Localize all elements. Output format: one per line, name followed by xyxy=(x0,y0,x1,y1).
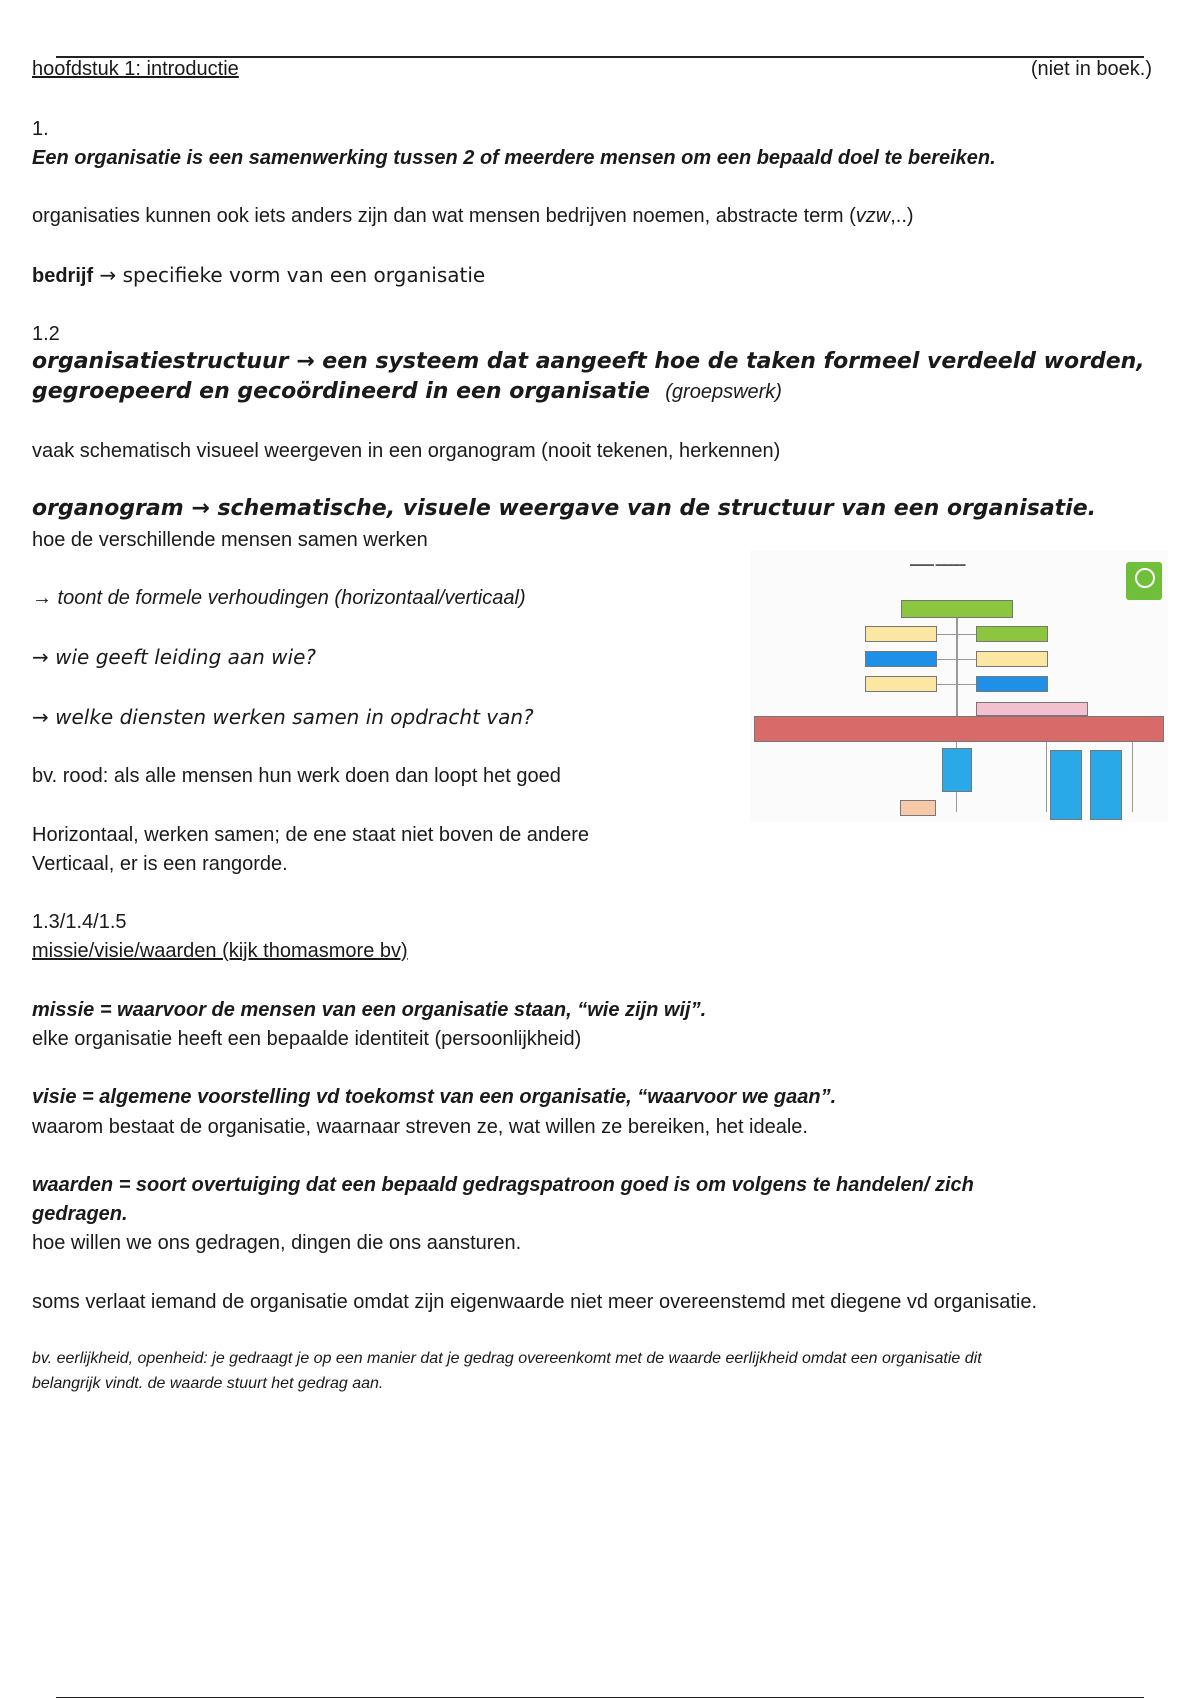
org-branch-line-3 xyxy=(936,684,976,685)
structuur-definition-line2 xyxy=(32,377,782,407)
org-box-sub-3 xyxy=(1050,750,1082,820)
section-13-number: 1.3/1.4/1.5 xyxy=(32,911,127,933)
visie-definition: visie = algemene voorstelling vd toekomst van een organisatie, “waarvoor we gaan”. xyxy=(32,1086,837,1108)
waarden-definition-line1: waarden = soort overtuiging dat een bepaald gedragspatroon goed is om volgens te handelen/ zich xyxy=(32,1174,974,1196)
organogram-definition: organogram → schematische, visuele weergave van de structuur van een organisatie. xyxy=(32,496,1097,521)
org-box-staff-2 xyxy=(976,626,1048,642)
example-rood: bv. rood: als alle mensen hun werk doen dan loopt het goed xyxy=(32,765,561,787)
organisatie-paragraph-em: vzw xyxy=(855,205,891,227)
visie-paragraph: waarom bestaat de organisatie, waarnaar streven ze, wat willen ze bereiken, het ideale. xyxy=(32,1116,808,1138)
horizontal-text: Horizontaal, werken samen; de ene staat niet boven de andere xyxy=(32,824,590,846)
vertical-text: Verticaal, er is een rangorde. xyxy=(32,853,288,875)
bedrijf-text: → specifieke vorm van een organisatie xyxy=(93,263,486,287)
org-box-staff-4 xyxy=(976,651,1048,667)
organisatie-paragraph-b: ,..) xyxy=(890,205,914,227)
org-branch-line-1 xyxy=(936,634,976,635)
section-1-number: 1. xyxy=(32,118,49,140)
waarden-paragraph: hoe willen we ons gedragen, dingen die ons aansturen. xyxy=(32,1232,522,1254)
chapter-note: (niet in boek.) xyxy=(1030,58,1152,80)
org-box-staff-5 xyxy=(865,676,937,692)
organogram-title-mark: ▬▬▬▬ ▬▬▬▬▬ xyxy=(910,562,966,568)
org-trunk-line xyxy=(956,614,958,726)
soms-paragraph: soms verlaat iemand de organisatie omdat zijn eigenwaarde niet meer overeenstemd met diegene vd organisatie. xyxy=(32,1291,1038,1313)
org-box-staff-1 xyxy=(865,626,937,642)
bedrijf-term: bedrijf xyxy=(32,265,94,287)
org-box-pink xyxy=(976,702,1088,716)
organogram-paragraph: hoe de verschillende mensen samen werken xyxy=(32,529,428,551)
organogram-image xyxy=(750,550,1168,822)
bullet-diensten: → welke diensten werken samen in opdracht van? xyxy=(32,705,534,729)
org-box-top xyxy=(901,600,1013,618)
organisatie-paragraph-a: organisaties kunnen ook iets anders zijn dan wat mensen bedrijven noemen, abstracte term ( xyxy=(32,205,856,227)
example-line2: belangrijk vindt. de waarde stuurt het gedrag aan. xyxy=(32,1375,384,1392)
bullet-formele-verhoudingen: → toont de formele verhoudingen (horizontaal/verticaal) xyxy=(32,587,526,609)
org-branch-line-2 xyxy=(936,659,976,660)
structuur-definition-note: (groepswerk) xyxy=(665,381,782,403)
chapter-title: hoofdstuk 1: introductie xyxy=(32,58,239,80)
structuur-definition-line2-text: gegroepeerd en gecoördineerd in een organisatie xyxy=(32,379,650,404)
example-line1: bv. eerlijkheid, openheid: je gedraagt je op een manier dat je gedrag overeenkomt met de waarde eerlijkheid omdat een organisatie dit xyxy=(32,1350,982,1367)
organogram-logo-icon xyxy=(1126,562,1162,600)
organogram-intro: vaak schematisch visueel weergeven in een organogram (nooit tekenen, herkennen) xyxy=(32,440,781,462)
bullet-leiding: → wie geeft leiding aan wie? xyxy=(32,645,317,669)
organisatie-definition: Een organisatie is een samenwerking tussen 2 of meerdere mensen om een bepaald doel te bereiken. xyxy=(32,147,996,169)
section-12-number: 1.2 xyxy=(32,323,60,345)
structuur-definition-line1: organisatiestructuur → een systeem dat aangeeft hoe de taken formeel verdeeld worden, xyxy=(32,349,1145,374)
org-box-staff-6 xyxy=(976,676,1048,692)
missie-definition: missie = waarvoor de mensen van een organisatie staan, “wie zijn wij”. xyxy=(32,999,707,1021)
org-box-sub-4 xyxy=(1090,750,1122,820)
organisatie-paragraph xyxy=(32,203,914,229)
mvw-heading: missie/visie/waarden (kijk thomasmore bv) xyxy=(32,940,408,962)
org-lower-line-3 xyxy=(1132,742,1133,812)
bedrijf-definition xyxy=(32,262,485,289)
org-box-sub-2 xyxy=(900,800,936,816)
org-row-departments xyxy=(754,716,1164,742)
waarden-definition-line2: gedragen. xyxy=(32,1203,128,1225)
missie-paragraph: elke organisatie heeft een bepaalde identiteit (persoonlijkheid) xyxy=(32,1028,582,1050)
org-box-staff-3 xyxy=(865,651,937,667)
footer-rule xyxy=(56,1697,1144,1698)
org-lower-line-2 xyxy=(1046,742,1047,812)
org-box-sub-1 xyxy=(942,748,972,792)
